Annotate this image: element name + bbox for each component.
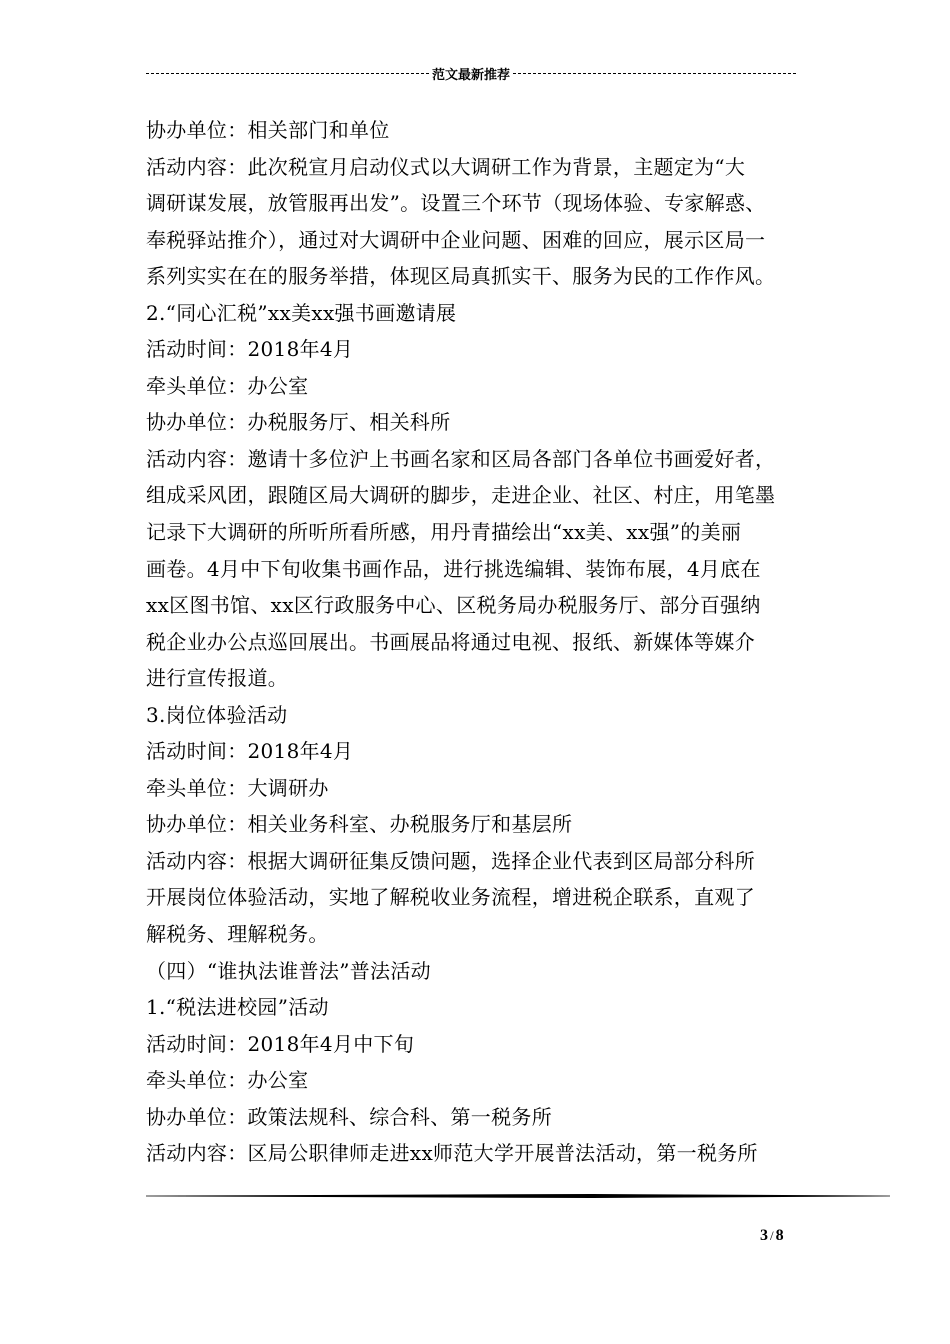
text-line: 活动内容：邀请十多位沪上书画名家和区局各部门各单位书画爱好者，	[146, 446, 776, 471]
header-title: 范文最新推荐	[432, 68, 511, 83]
text-line: 1.“税法进校园”活动	[146, 995, 329, 1020]
page-separator: /	[770, 1228, 774, 1243]
header-dash-right	[513, 73, 796, 74]
text-line: 活动内容：根据大调研征集反馈问题，选择企业代表到区局部分科所	[146, 848, 755, 873]
page-header	[146, 64, 796, 83]
page-current: 3	[760, 1227, 768, 1244]
text-line: 活动时间：2018年4月	[146, 739, 354, 764]
text-line: 牵头单位：办公室	[146, 373, 309, 398]
footer-rule	[146, 1194, 890, 1198]
text-line: 协办单位：相关部门和单位	[146, 118, 390, 142]
text-line: 牵头单位：办公室	[146, 1068, 309, 1093]
text-line: （四）“谁执法谁普法”普法活动	[146, 958, 431, 983]
text-line: 活动时间：2018年4月中下旬	[146, 1031, 415, 1056]
text-line: 协办单位：政策法规科、综合科、第一税务所	[146, 1104, 552, 1129]
page-number	[760, 1227, 784, 1245]
text-line: 开展岗位体验活动，实地了解税收业务流程，增进税企联系，直观了	[146, 885, 755, 910]
text-line: 调研谋发展，放管服再出发”。设置三个环节（现场体验、专家解惑、	[146, 191, 766, 216]
text-line: 牵头单位：大调研办	[146, 775, 329, 800]
page-total: 8	[775, 1227, 784, 1244]
text-line: 协办单位：相关业务科室、办税服务厅和基层所	[146, 812, 573, 837]
text-line: 活动内容：此次税宣月启动仪式以大调研工作为背景，主题定为“大	[146, 154, 746, 179]
text-line: 3.岗位体验活动	[146, 702, 288, 727]
text-line: 系列实实在在的服务举措，体现区局真抓实干、服务为民的工作作风。	[146, 264, 776, 289]
text-line: 2.“同心汇税”xx美xx强书画邀请展	[146, 300, 457, 325]
text-line: 记录下大调研的所听所看所感，用丹青描绘出“xx美、xx强”的美丽	[146, 520, 742, 545]
text-line: 画卷。4月中下旬收集书画作品，进行挑选编辑、装饰布展，4月底在	[146, 556, 761, 581]
text-line: 解税务、理解税务。	[146, 922, 329, 947]
document-body	[146, 112, 826, 1172]
text-line: 税企业办公点巡回展出。书画展品将通过电视、报纸、新媒体等媒介	[146, 629, 755, 654]
text-line: 进行宣传报道。	[146, 666, 289, 691]
header-dash-left	[146, 73, 429, 74]
text-line: xx区图书馆、xx区行政服务中心、区税务局办税服务厅、部分百强纳	[146, 593, 761, 618]
text-line: 组成采风团，跟随区局大调研的脚步，走进企业、社区、村庄，用笔墨	[146, 483, 776, 508]
text-line: 奉税驿站推介），通过对大调研中企业问题、困难的回应，展示区局一	[146, 227, 766, 252]
text-line: 协办单位：办税服务厅、相关科所	[146, 410, 451, 435]
text-line: 活动时间：2018年4月	[146, 337, 354, 362]
text-line: 活动内容：区局公职律师走进xx师范大学开展普法活动，第一税务所	[146, 1141, 758, 1166]
